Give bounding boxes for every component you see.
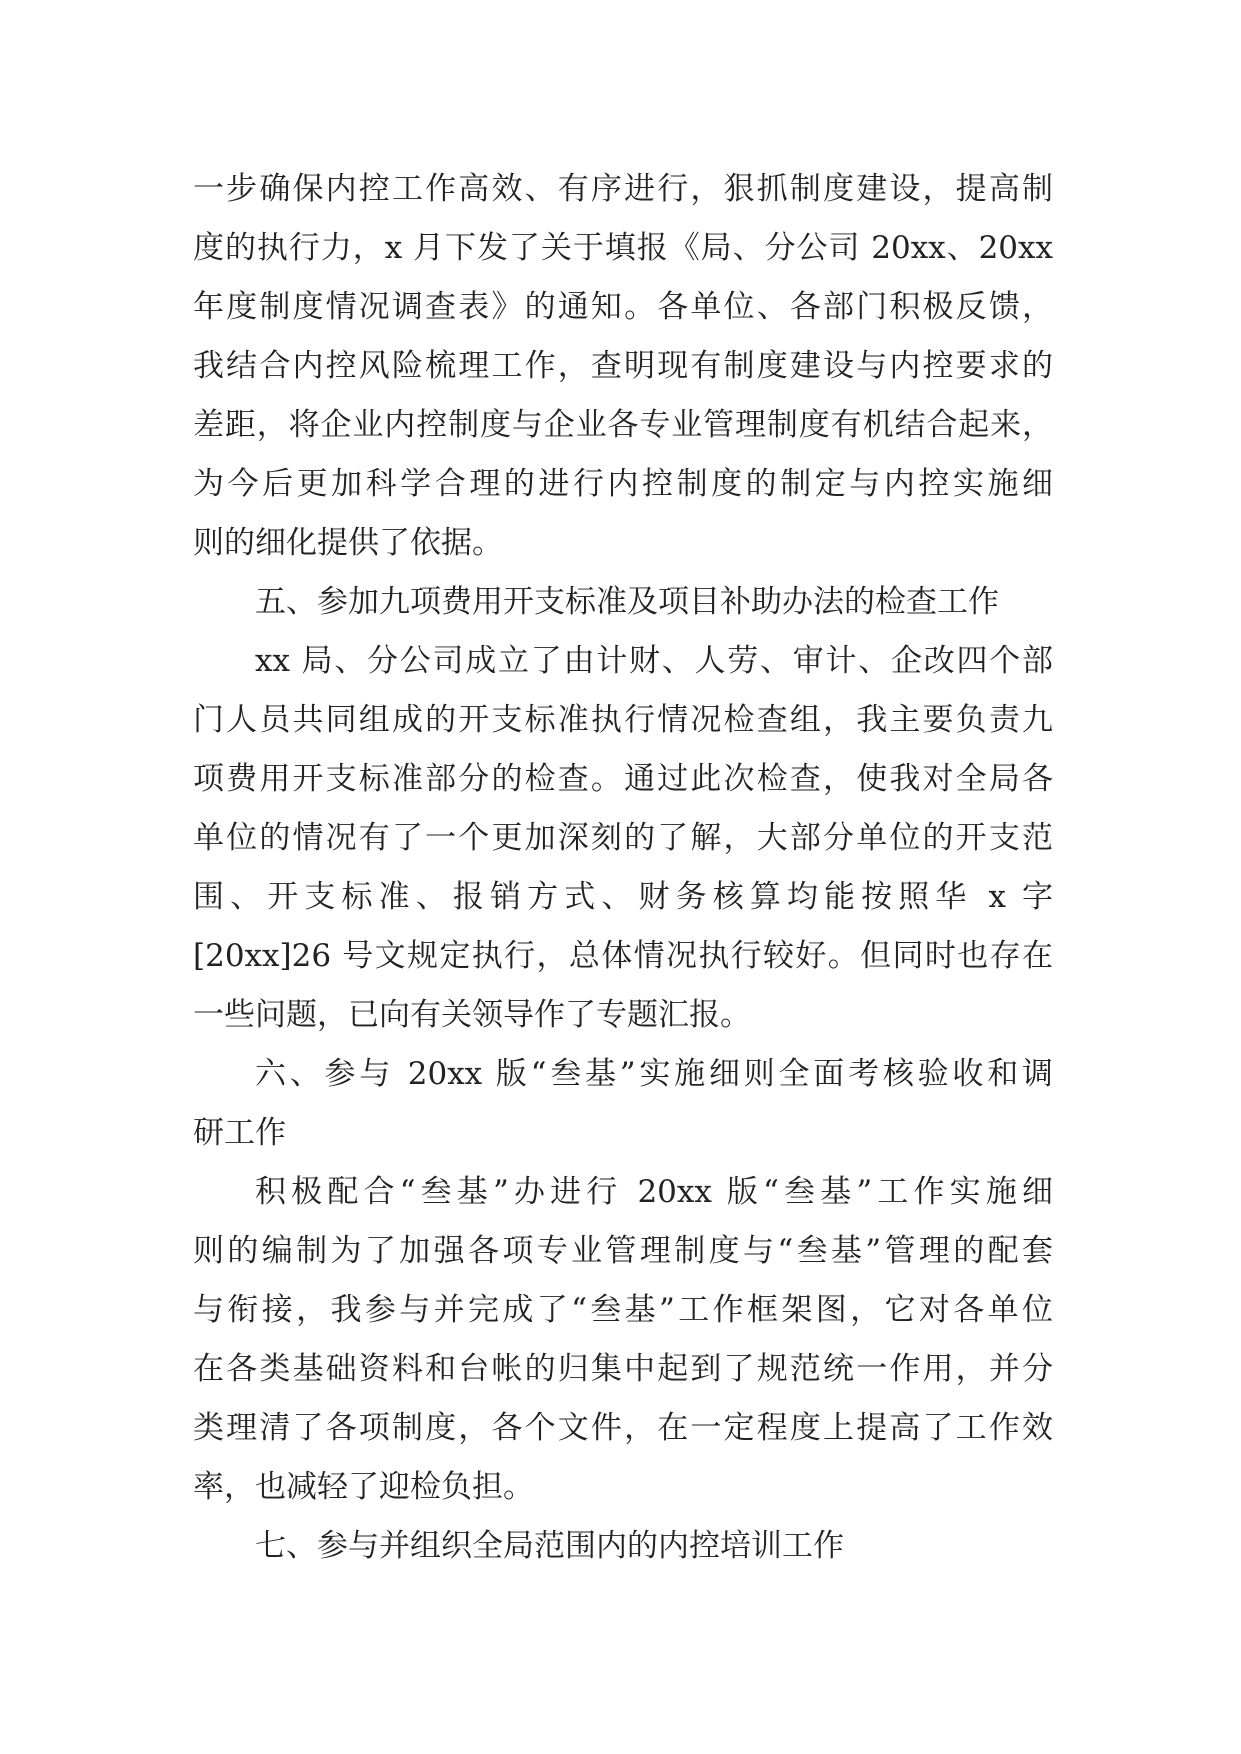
section-heading: 六、参与 20xx 版“叁基”实施细则全面考核验收和调	[255, 1056, 1053, 1092]
body-line: xx 局、分公司成立了由计财、人劳、审计、企改四个部	[255, 643, 1053, 679]
body-line: 与衔接，我参与并完成了“叁基”工作框架图，它对各单位	[193, 1292, 1053, 1328]
body-line: 单位的情况有了一个更加深刻的了解，大部分单位的开支范	[193, 820, 1053, 856]
body-line: 我结合内控风险梳理工作，查明现有制度建设与内控要求的	[193, 348, 1053, 384]
body-line: 类理清了各项制度，各个文件，在一定程度上提高了工作效	[193, 1410, 1053, 1446]
body-line: 门人员共同组成的开支标准执行情况检查组，我主要负责九	[193, 702, 1053, 738]
body-line: 积极配合“叁基”办进行 20xx 版“叁基”工作实施细	[255, 1174, 1053, 1210]
section-heading: 七、参与并组织全局范围内的内控培训工作	[255, 1528, 844, 1564]
body-line: 一步确保内控工作高效、有序进行，狠抓制度建设，提高制	[193, 171, 1053, 207]
document-body	[193, 160, 1053, 1576]
body-line: 为今后更加科学合理的进行内控制度的制定与内控实施细	[193, 466, 1053, 502]
body-line: 则的编制为了加强各项专业管理制度与“叁基”管理的配套	[193, 1233, 1053, 1269]
body-line: 差距，将企业内控制度与企业各专业管理制度有机结合起来，	[193, 407, 1053, 443]
section-heading-continued: 研工作	[193, 1115, 286, 1151]
body-line: 年度制度情况调查表》的通知。各单位、各部门积极反馈，	[193, 289, 1053, 325]
body-line: 项费用开支标准部分的检查。通过此次检查，使我对全局各	[193, 761, 1053, 797]
body-line: [20xx]26 号文规定执行，总体情况执行较好。但同时也存在	[193, 938, 1053, 974]
section-heading: 五、参加九项费用开支标准及项目补助办法的检查工作	[255, 584, 999, 620]
body-line: 在各类基础资料和台帐的归集中起到了规范统一作用，并分	[193, 1351, 1053, 1387]
body-line: 则的细化提供了依据。	[193, 525, 503, 561]
body-line: 围、开支标准、报销方式、财务核算均能按照华 x 字	[193, 879, 1053, 915]
body-line: 一些问题，已向有关领导作了专题汇报。	[193, 997, 751, 1033]
body-line: 度的执行力，x 月下发了关于填报《局、分公司 20xx、20xx	[193, 230, 1053, 266]
body-line: 率，也减轻了迎检负担。	[193, 1469, 534, 1505]
